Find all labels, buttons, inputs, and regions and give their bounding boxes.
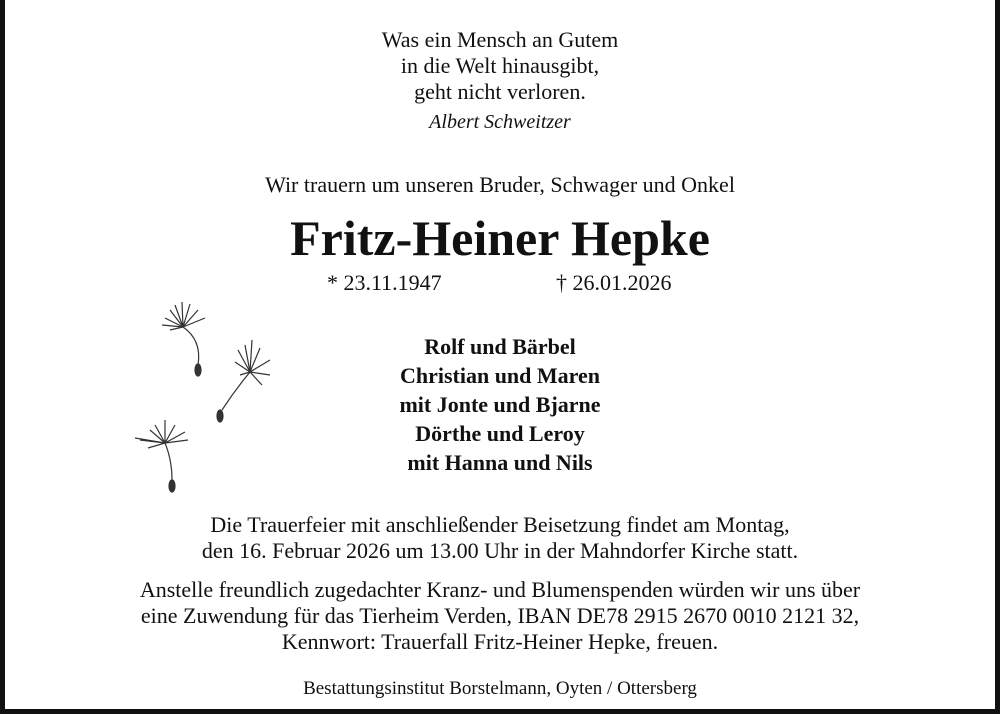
quote-line: Was ein Mensch an Gutem bbox=[381, 27, 619, 52]
birth-date: * 23.11.1947 bbox=[327, 270, 442, 295]
funeral-home: Bestattungsinstitut Borstelmann, Oyten / Ottersberg bbox=[303, 678, 697, 699]
quote-line: geht nicht verloren. bbox=[414, 79, 586, 104]
mourner: Christian und Maren bbox=[399, 363, 601, 388]
mourner: Rolf und Bärbel bbox=[424, 334, 576, 359]
donation-text: eine Zuwendung für das Tierheim Verden, IBAN DE78 2915 2670 0010 2121 32, bbox=[140, 603, 860, 628]
ceremony-text: Die Trauerfeier mit anschließender Beisetzung findet am Montag, bbox=[210, 512, 790, 537]
intro-text: Wir trauern um unseren Bruder, Schwager und Onkel bbox=[265, 172, 735, 197]
donation-text: Anstelle freundlich zugedachter Kranz- und Blumenspenden würden wir uns über bbox=[139, 577, 861, 602]
deceased-name: Fritz-Heiner Hepke bbox=[290, 210, 710, 266]
quote-author: Albert Schweitzer bbox=[429, 111, 571, 133]
ceremony-text: den 16. Februar 2026 um 13.00 Uhr in der Mahndorfer Kirche statt. bbox=[201, 538, 799, 563]
mourner: mit Jonte und Bjarne bbox=[399, 392, 601, 417]
mourner: mit Hanna und Nils bbox=[407, 450, 593, 475]
donation-text: Kennwort: Trauerfall Fritz-Heiner Hepke, freuen. bbox=[281, 629, 719, 654]
mourner: Dörthe und Leroy bbox=[415, 421, 585, 446]
death-date: † 26.01.2026 bbox=[556, 270, 672, 295]
quote-line: in die Welt hinausgibt, bbox=[400, 53, 600, 78]
